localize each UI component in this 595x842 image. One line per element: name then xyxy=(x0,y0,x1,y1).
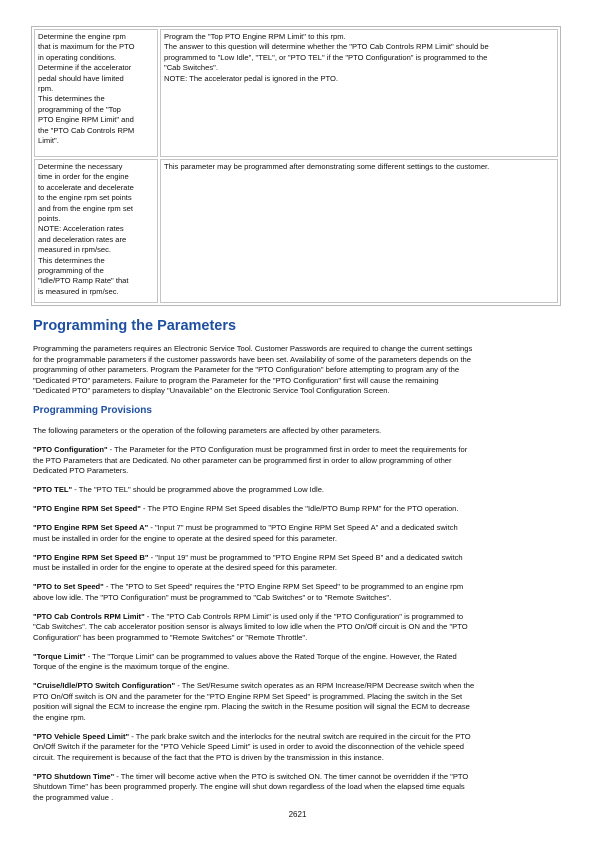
text-line: must be installed in order for the engine to operate at the desired speed for this parameter. xyxy=(33,533,337,543)
text-line: time in order for the engine xyxy=(38,172,129,182)
text-line: to accelerate and decelerate xyxy=(38,182,134,192)
text-line: to the engine rpm set points xyxy=(38,193,132,203)
provision-paragraph xyxy=(33,652,563,673)
text-line: "Idle/PTO Ramp Rate" that xyxy=(38,276,129,286)
text-line: PTO Engine RPM Limit" and xyxy=(38,115,134,125)
text-line: Determine if the accelerator xyxy=(38,63,132,73)
provision-term: "PTO Configuration" xyxy=(33,445,108,454)
text-line xyxy=(33,732,563,743)
provision-text: - The Parameter for the PTO Configuration must be programmed first in order to meet the requirements for xyxy=(107,445,468,454)
text-line: above low idle. The "PTO Configuration" must be programmed to "Cab Switches" or to "Remote Switches". xyxy=(33,592,392,602)
text-line: the "PTO Cab Controls RPM xyxy=(38,125,135,135)
text-line: points. xyxy=(38,214,61,224)
text-line: and deceleration rates are xyxy=(38,234,127,244)
table-cell-question xyxy=(34,29,158,157)
provision-term: "PTO Engine RPM Set Speed" xyxy=(33,504,141,513)
provision-paragraph xyxy=(33,504,563,515)
text-line: "Cab Switches". xyxy=(164,63,218,73)
text-line: that is maximum for the PTO xyxy=(38,42,135,52)
provision-paragraph xyxy=(33,732,563,764)
text-line: programming of the "Top xyxy=(38,104,121,114)
text-line: PTO On/Off switch is ON and the parameter for the "PTO Engine RPM Set Speed" is programmed. Placing the switch in the Set xyxy=(33,691,463,701)
provision-paragraph xyxy=(33,523,563,544)
text-line xyxy=(33,504,563,515)
provision-term: "PTO Engine RPM Set Speed B" xyxy=(33,552,149,562)
table-cell-answer xyxy=(160,29,558,157)
text-line: programmed to "Low Idle", "TEL", or "PTO TEL" if the "PTO Configuration" is programmed to the xyxy=(164,52,488,62)
text-line xyxy=(33,553,563,564)
provision-text: - The "Torque Limit" can be programmed to values above the Rated Torque of the engine. However, the Rated xyxy=(85,651,457,661)
table-row xyxy=(34,29,558,157)
text-line: measured in rpm/sec. xyxy=(38,245,112,255)
text-line xyxy=(33,652,563,663)
provision-paragraph xyxy=(33,772,563,804)
provision-term: "PTO Shutdown Time" xyxy=(33,771,115,781)
provision-text: - "Input 7" must be programmed to "PTO Engine RPM Set Speed A" and a dedicated switch xyxy=(148,523,458,532)
text-line: Determine the necessary xyxy=(38,162,123,171)
text-line: the engine rpm. xyxy=(33,712,86,722)
provision-text: - The "PTO TEL" should be programmed above the programmed Low Idle. xyxy=(72,485,325,494)
provision-term: "Torque Limit" xyxy=(33,651,86,661)
text-line: Dedicated PTO Parameters. xyxy=(33,466,129,475)
text-line: for the programmable parameters if the customer passwords have been set. Availability of some of the parameters depends on the xyxy=(33,354,472,364)
text-line xyxy=(33,772,563,783)
text-line: rpm. xyxy=(38,84,54,94)
provision-paragraph xyxy=(33,612,563,644)
provision-term: "Cruise/Idle/PTO Switch Configuration" xyxy=(33,681,176,690)
page-number: 2621 xyxy=(288,810,307,819)
text-line: "Cab Switches". The cab accelerator position sensor is always limited to low idle when the PTO On/Off circuit is ON and the "PTO xyxy=(33,622,468,631)
section-heading: Programming the Parameters xyxy=(33,318,237,334)
text-line: On/Off Switch if the parameter for the "PTO Vehicle Speed Limit" is used in order to avoid the disconnection of the vehicle speed xyxy=(33,742,465,751)
text-line: This parameter may be programmed after demonstrating some different settings to the customer. xyxy=(164,162,490,171)
text-line: NOTE: The accelerator pedal is ignored in the PTO. xyxy=(164,73,339,83)
provision-text: - The park brake switch and the interlocks for the neutral switch are required in the circuit for the PTO xyxy=(129,731,471,741)
text-line: Programming the parameters requires an Electronic Service Tool. Customer Passwords are required to change the current settings xyxy=(33,344,473,353)
text-line: the programmed value . xyxy=(33,792,114,802)
text-line: Limit". xyxy=(38,136,59,146)
provision-text: - The Set/Resume switch operates as an RPM Increase/RPM Decrease switch when the xyxy=(175,681,475,690)
provision-text: - The "PTO to Set Speed" requires the "PTO Engine RPM Set Speed" to be programmed to an engine rpm xyxy=(103,582,464,591)
text-line xyxy=(33,681,563,692)
text-line: the PTO Parameters that are Dedicated. No other parameter can be programmed first in order to allow programming of other xyxy=(33,455,452,465)
text-line: pedal should have limited xyxy=(38,73,124,83)
provision-paragraph xyxy=(33,445,563,477)
provision-text: - The "PTO Cab Controls RPM Limit" is used only if the "PTO Configuration" is programmed to xyxy=(144,611,464,621)
provision-paragraph xyxy=(33,582,563,603)
document-page xyxy=(33,26,563,812)
text-line: position will signal the ECM to increase the engine rpm. Placing the switch in the Resume position will signal the ECM to decrease xyxy=(33,702,470,711)
text-line: Determine the engine rpm xyxy=(38,32,126,41)
text-line: is measured in rpm/sec. xyxy=(38,286,119,296)
provisions-list xyxy=(33,445,563,803)
text-line: NOTE: Acceleration rates xyxy=(38,224,124,234)
provision-text: - "Input 19" must be programmed to "PTO Engine RPM Set Speed B" and a dedicated switch xyxy=(148,552,463,562)
provision-paragraph xyxy=(33,485,563,496)
text-line: programming of the xyxy=(38,266,104,276)
provision-term: "PTO to Set Speed" xyxy=(33,582,104,591)
text-line: programming of other parameters. Program the Parameter for the "PTO Configuration" before attempting to program any of the xyxy=(33,365,460,374)
text-line xyxy=(33,612,563,623)
text-line: Torque of the engine is the maximum torque of the engine. xyxy=(33,662,230,671)
intro-paragraph xyxy=(33,344,563,397)
parameter-table xyxy=(31,26,561,306)
table-row xyxy=(34,159,558,303)
text-line: Configuration" has been programmed to "Remote Switches" or "Remote Throttle". xyxy=(33,632,308,642)
text-line xyxy=(33,582,563,593)
text-line: "Dedicated PTO" parameters. Failure to program the Parameter for the "PTO Configuration" first will cause the remaining xyxy=(33,375,439,385)
text-line: in operating conditions. xyxy=(38,52,117,62)
provision-term: "PTO Engine RPM Set Speed A" xyxy=(33,523,149,532)
text-line: The answer to this question will determine whether the "PTO Cab Controls RPM Limit" should be xyxy=(164,42,489,52)
text-line: Shutdown Time" has been programmed properly. The engine will shut down regardless of the load when the elapsed time equals xyxy=(33,782,465,791)
text-line: This determines the xyxy=(38,255,105,265)
provision-paragraph xyxy=(33,681,563,723)
text-line: circuit. The requirement is because of the fact that the PTO is driven by the transmission in this instance. xyxy=(33,752,384,762)
text-line: and from the engine rpm set xyxy=(38,203,133,213)
text-line: must be installed in order for the engine to operate at the desired speed for this parameter. xyxy=(33,563,337,572)
text-line xyxy=(33,485,563,496)
provision-term: "PTO Cab Controls RPM Limit" xyxy=(33,611,145,621)
provision-paragraph xyxy=(33,553,563,574)
text-line xyxy=(33,523,563,534)
subsection-heading: Programming Provisions xyxy=(33,405,152,416)
text-line xyxy=(33,445,563,456)
provision-text: - The PTO Engine RPM Set Speed disables the "Idle/PTO Bump RPM" for the PTO operation. xyxy=(140,504,459,513)
provision-text: - The timer will become active when the PTO is switched ON. The timer cannot be overridden if the "PTO xyxy=(114,771,469,781)
provision-term: "PTO Vehicle Speed Limit" xyxy=(33,731,130,741)
text-line: Program the "Top PTO Engine RPM Limit" to this rpm. xyxy=(164,32,346,41)
table-cell-question xyxy=(34,159,158,303)
text-line: This determines the xyxy=(38,94,105,104)
provision-term: "PTO TEL" xyxy=(33,485,73,494)
table-cell-answer xyxy=(160,159,558,303)
provisions-intro: The following parameters or the operation of the following parameters are affected by other parameters. xyxy=(33,426,382,435)
text-line: "Dedicated PTO" parameters to display "Unavailable" on the Electronic Service Tool Configuration Screen. xyxy=(33,386,390,395)
